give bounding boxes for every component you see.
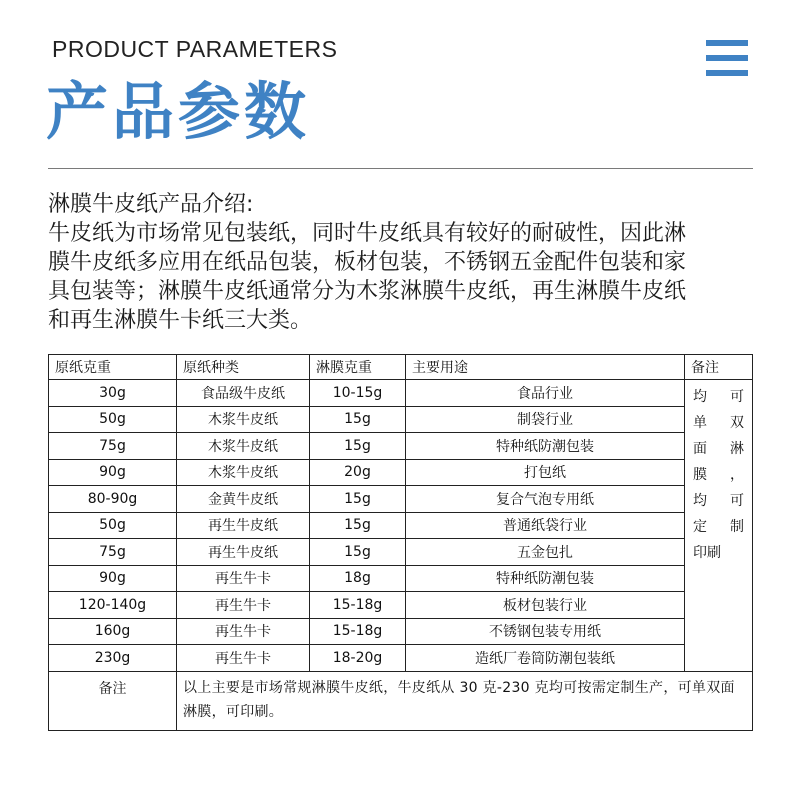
remark-char: 均 <box>693 389 707 405</box>
remark-char: 淋 <box>730 441 744 457</box>
table-cell: 15g <box>310 539 406 566</box>
table-cell: 10-15g <box>310 380 406 407</box>
table-cell: 15g <box>310 406 406 433</box>
remark-char: 可 <box>730 493 744 509</box>
table-cell: 五金包扎 <box>406 539 685 566</box>
table-row <box>49 539 753 566</box>
table-cell: 木浆牛皮纸 <box>177 406 310 433</box>
table-row <box>49 486 753 513</box>
table-cell: 木浆牛皮纸 <box>177 459 310 486</box>
table-cell: 15-18g <box>310 618 406 645</box>
table-cell: 75g <box>49 433 177 460</box>
table-cell: 15g <box>310 512 406 539</box>
remark-char: 定 <box>693 519 707 535</box>
table-cell: 普通纸袋行业 <box>406 512 685 539</box>
table-row <box>49 512 753 539</box>
remark-char: 面 <box>693 441 707 457</box>
intro-heading: 淋膜牛皮纸产品介绍: <box>48 192 254 217</box>
table-cell: 120-140g <box>49 592 177 619</box>
parameters-table <box>48 354 753 731</box>
table-cell: 20g <box>310 459 406 486</box>
intro-line: 牛皮纸为市场常见包装纸，同时牛皮纸具有较好的耐破性，因此淋 <box>48 221 687 246</box>
table-cell: 造纸厂卷筒防潮包装纸 <box>406 645 685 672</box>
table-cell: 90g <box>49 565 177 592</box>
table-cell: 特种纸防潮包装 <box>406 433 685 460</box>
table-row <box>49 459 753 486</box>
remark-char: 膜 <box>693 467 707 483</box>
hamburger-menu-icon[interactable] <box>706 40 748 76</box>
footer-label: 备注 <box>49 671 177 730</box>
remark-char: 单 <box>693 415 707 431</box>
intro-line: 和再生淋膜牛卡纸三大类。 <box>48 308 313 333</box>
table-cell: 木浆牛皮纸 <box>177 433 310 460</box>
header-cell: 原纸种类 <box>177 355 310 380</box>
table-cell: 160g <box>49 618 177 645</box>
table-cell: 18g <box>310 565 406 592</box>
table-cell: 食品级牛皮纸 <box>177 380 310 407</box>
table-cell: 板材包装行业 <box>406 592 685 619</box>
table-cell: 打包纸 <box>406 459 685 486</box>
intro-line: 膜牛皮纸多应用在纸品包装，板材包装，不锈钢五金配件包装和家 <box>48 250 687 275</box>
header-cell: 原纸克重 <box>49 355 177 380</box>
remark-char: ， <box>730 467 744 483</box>
table-cell: 金黄牛皮纸 <box>177 486 310 513</box>
product-intro <box>48 190 758 335</box>
table-cell: 再生牛卡 <box>177 618 310 645</box>
table-cell: 特种纸防潮包装 <box>406 565 685 592</box>
header-cell: 淋膜克重 <box>310 355 406 380</box>
table-cell: 15-18g <box>310 592 406 619</box>
table-row <box>49 565 753 592</box>
table-cell: 再生牛皮纸 <box>177 539 310 566</box>
table-cell: 80-90g <box>49 486 177 513</box>
header-cell: 主要用途 <box>406 355 685 380</box>
table-cell: 复合气泡专用纸 <box>406 486 685 513</box>
table-footer-row <box>49 671 753 730</box>
table-cell: 15g <box>310 486 406 513</box>
header-cell: 备注 <box>685 355 753 380</box>
table-cell: 制袋行业 <box>406 406 685 433</box>
header-divider <box>48 168 753 169</box>
table-header-row <box>49 355 753 380</box>
table-cell: 不锈钢包装专用纸 <box>406 618 685 645</box>
table-cell: 50g <box>49 512 177 539</box>
footer-note: 以上主要是市场常规淋膜牛皮纸，牛皮纸从 30 克-230 克均可按需定制生产，可单双面淋膜，可印刷。 <box>177 671 753 730</box>
table-cell: 30g <box>49 380 177 407</box>
table-cell: 再生牛卡 <box>177 592 310 619</box>
intro-line: 具包装等；淋膜牛皮纸通常分为木浆淋膜牛皮纸，再生淋膜牛皮纸 <box>48 279 687 304</box>
remark-char: 制 <box>730 519 744 535</box>
remark-char: 印刷 <box>693 545 721 561</box>
table-cell: 再生牛卡 <box>177 565 310 592</box>
table-cell: 75g <box>49 539 177 566</box>
table-cell: 50g <box>49 406 177 433</box>
table-cell: 90g <box>49 459 177 486</box>
table-row <box>49 618 753 645</box>
remark-char: 双 <box>730 415 744 431</box>
page-title-chinese: 产品参数 <box>46 75 311 148</box>
table-cell: 18-20g <box>310 645 406 672</box>
table-cell: 再生牛卡 <box>177 645 310 672</box>
table-cell: 食品行业 <box>406 380 685 407</box>
remark-char: 均 <box>693 493 707 509</box>
table-row <box>49 592 753 619</box>
table-row <box>49 645 753 672</box>
table-cell: 230g <box>49 645 177 672</box>
table-row <box>49 433 753 460</box>
table-row <box>49 406 753 433</box>
remark-char: 可 <box>730 389 744 405</box>
page-title-english: PRODUCT PARAMETERS <box>52 36 338 62</box>
table-cell: 再生牛皮纸 <box>177 512 310 539</box>
remark-cell <box>685 380 753 672</box>
table-cell: 15g <box>310 433 406 460</box>
table-row <box>49 380 753 407</box>
